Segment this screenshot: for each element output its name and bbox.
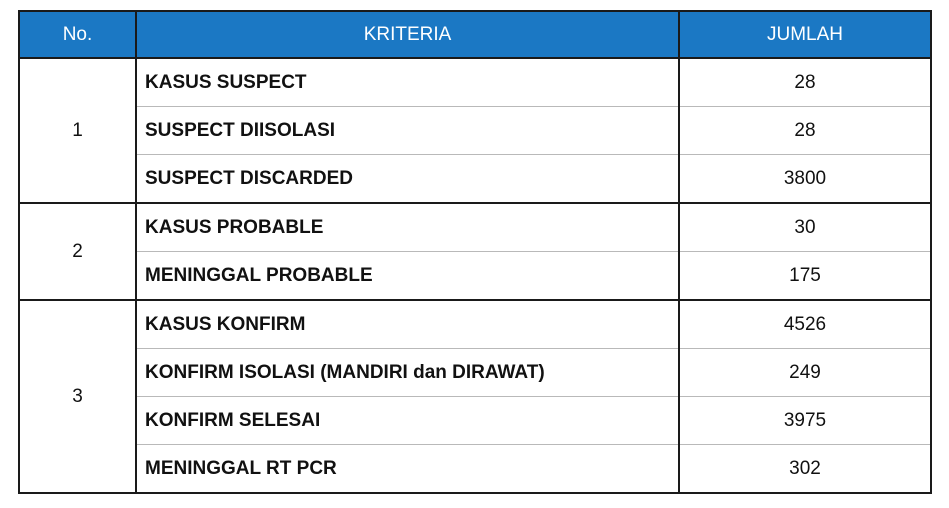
group-number: 3 — [19, 300, 136, 493]
group-number: 1 — [19, 58, 136, 203]
column-header-kriteria: KRITERIA — [136, 11, 679, 58]
table-row — [19, 445, 931, 494]
table-row — [19, 397, 931, 445]
kriteria-cell: MENINGGAL PROBABLE — [136, 252, 679, 301]
jumlah-cell: 3800 — [679, 155, 931, 204]
kriteria-cell: KASUS SUSPECT — [136, 58, 679, 107]
group-number: 2 — [19, 203, 136, 300]
kriteria-cell: SUSPECT DIISOLASI — [136, 107, 679, 155]
jumlah-cell: 30 — [679, 203, 931, 252]
column-header-no: No. — [19, 11, 136, 58]
kriteria-cell: KASUS KONFIRM — [136, 300, 679, 349]
data-table-container — [18, 10, 930, 494]
table-row — [19, 58, 931, 107]
jumlah-cell: 28 — [679, 58, 931, 107]
kriteria-cell: KASUS PROBABLE — [136, 203, 679, 252]
jumlah-cell: 4526 — [679, 300, 931, 349]
table-row — [19, 107, 931, 155]
table-row — [19, 252, 931, 301]
kriteria-table — [18, 10, 932, 494]
jumlah-cell: 3975 — [679, 397, 931, 445]
table-header-row — [19, 11, 931, 58]
kriteria-cell: KONFIRM SELESAI — [136, 397, 679, 445]
kriteria-cell: MENINGGAL RT PCR — [136, 445, 679, 494]
jumlah-cell: 175 — [679, 252, 931, 301]
table-row — [19, 300, 931, 349]
table-row — [19, 349, 931, 397]
kriteria-cell: SUSPECT DISCARDED — [136, 155, 679, 204]
kriteria-cell: KONFIRM ISOLASI (MANDIRI dan DIRAWAT) — [136, 349, 679, 397]
jumlah-cell: 249 — [679, 349, 931, 397]
jumlah-cell: 302 — [679, 445, 931, 494]
table-row — [19, 203, 931, 252]
column-header-jumlah: JUMLAH — [679, 11, 931, 58]
table-row — [19, 155, 931, 204]
jumlah-cell: 28 — [679, 107, 931, 155]
